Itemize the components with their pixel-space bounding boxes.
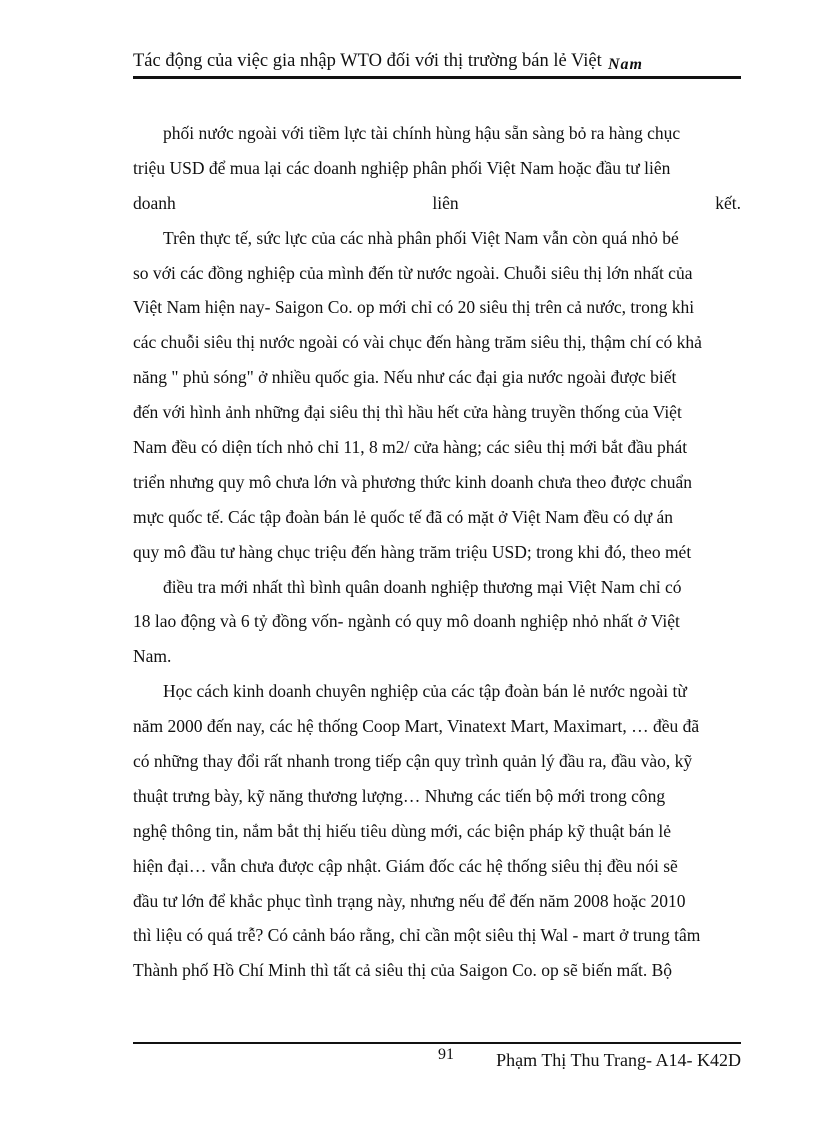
header-title-end: Nam xyxy=(608,56,643,73)
paragraph-start: Học cách kinh doanh chuyên nghiệp của các tập đoàn bán lẻ nước ngoài từ xyxy=(163,681,687,702)
text-line: phối nước ngoài với tiềm lực tài chính hùng hậu sẵn sàng bỏ ra hàng chục xyxy=(163,123,681,143)
text-line: Nam. xyxy=(133,646,172,667)
text-line: quy mô đầu tư hàng chục triệu đến hàng trăm triệu USD; trong khi đó, theo mét xyxy=(133,541,692,562)
text-line: đầu tư lớn để khắc phục tình trạng này, nhưng nếu để đến năm 2008 hoặc 2010 xyxy=(133,890,686,911)
text-line-spread xyxy=(133,186,741,221)
text-word: doanh xyxy=(133,192,176,213)
paragraph-start: Trên thực tế, sức lực của các nhà phân phối Việt Nam vẫn còn quá nhỏ bé xyxy=(163,227,679,248)
header-rule xyxy=(133,76,741,79)
text-line: có những thay đổi rất nhanh trong tiếp cận quy trình quản lý đầu ra, đầu vào, kỹ xyxy=(133,751,693,772)
body-text xyxy=(133,116,741,988)
text-line: triển nhưng quy mô chưa lớn và phương thức kinh doanh chưa theo được chuẩn xyxy=(133,471,692,492)
text-line: thuật trưng bày, kỹ năng thương lượng… Nhưng các tiến bộ mới trong công xyxy=(133,785,666,806)
text-line: Việt Nam hiện nay- Saigon Co. op mới chỉ có 20 siêu thị trên cả nước, trong khi xyxy=(133,297,695,318)
text-line: thì liệu có quá trễ? Có cảnh báo rằng, chỉ cần một siêu thị Wal - mart ở trung tâm xyxy=(133,925,701,946)
page-header xyxy=(133,50,741,80)
text-line: 18 lao động và 6 tỷ đồng vốn- ngành có quy mô doanh nghiệp nhỏ nhất ở Việt xyxy=(133,611,680,632)
text-line: triệu USD để mua lại các doanh nghiệp phân phối Việt Nam hoặc đầu tư liên xyxy=(133,157,671,178)
text-word: kết. xyxy=(715,192,741,213)
text-word: liên xyxy=(432,192,459,213)
text-line: hiện đại… vẫn chưa được cập nhật. Giám đốc các hệ thống siêu thị đều nói sẽ xyxy=(133,855,678,876)
text-line: đến với hình ảnh những đại siêu thị thì hầu hết cửa hàng truyền thống của Việt xyxy=(133,402,682,423)
text-line: so với các đồng nghiệp của mình đến từ nước ngoài. Chuỗi siêu thị lớn nhất của xyxy=(133,262,693,283)
page-number: 91 xyxy=(438,1046,454,1063)
text-line: mực quốc tế. Các tập đoàn bán lẻ quốc tế đã có mặt ở Việt Nam đều có dự án xyxy=(133,506,674,527)
text-line: năng " phủ sóng" ở nhiều quốc gia. Nếu như các đại gia nước ngoài được biết xyxy=(133,367,677,388)
text-line: nghệ thông tin, nắm bắt thị hiếu tiêu dùng mới, các biện pháp kỹ thuật bán lẻ xyxy=(133,820,672,841)
text-line: Thành phố Hồ Chí Minh thì tất cả siêu thị của Saigon Co. op sẽ biến mất. Bộ xyxy=(133,960,673,981)
text-line: Nam đều có diện tích nhỏ chỉ 11, 8 m2/ cửa hàng; các siêu thị mới bắt đầu phát xyxy=(133,437,688,458)
footer-author: Phạm Thị Thu Trang- A14- K42D xyxy=(496,1050,741,1070)
text-line: điều tra mới nhất thì bình quân doanh nghiệp thương mại Việt Nam chỉ có xyxy=(163,576,682,597)
text-line: năm 2000 đến nay, các hệ thống Coop Mart, Vinatext Mart, Maximart, … đều đã xyxy=(133,716,700,737)
page-footer xyxy=(133,1042,741,1082)
footer-rule xyxy=(133,1042,741,1044)
text-line: các chuỗi siêu thị nước ngoài có vài chục đến hàng trăm siêu thị, thậm chí có khả xyxy=(133,332,702,353)
header-title: Tác động của việc gia nhập WTO đối với thị trường bán lẻ Việt xyxy=(133,51,602,71)
